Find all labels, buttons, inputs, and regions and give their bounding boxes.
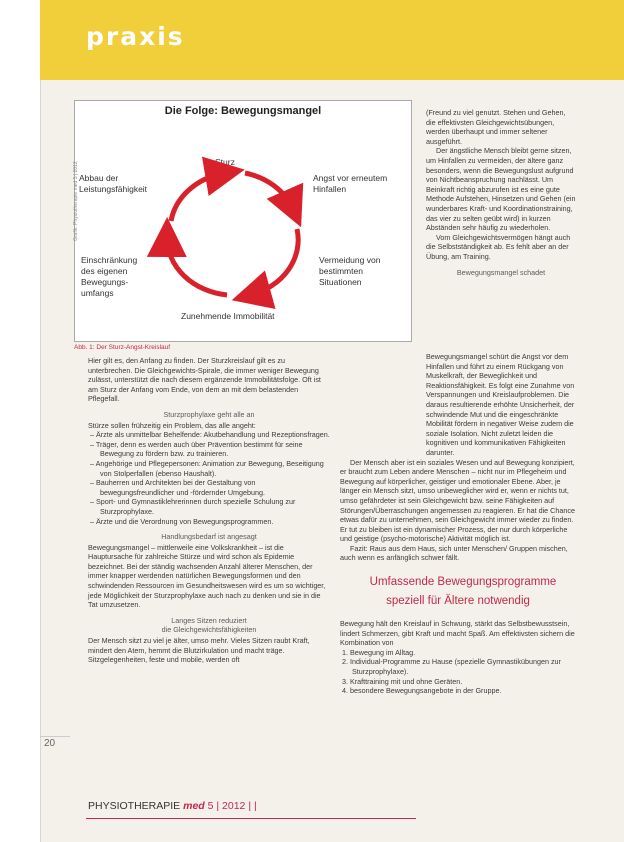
label-vermeidung: Vermeidung von bestimmten Situationen (319, 255, 381, 287)
subheading: Handlungsbedarf ist angesagt (161, 532, 257, 542)
label-einschraenkung: Einschränkung des eigenen Bewegungs- umfangs (81, 255, 138, 298)
paragraph: Hier gilt es, den Anfang zu finden. Der Sturzkreislauf gilt es zu unterbrechen. Die Gleichgewichts-Spirale, die immer weniger Bewegung zulässt, unterstützt die nach diesem ergänzende Immobilitätsfolge. Oft ist am Sturz der Anfang vom Ende, von dem an mit dem belastenden Pflegefall. (88, 356, 321, 404)
footer-rule (86, 818, 416, 819)
paragraph: Der Mensch aber ist ein soziales Wesen und auf Bewegung konzipiert, er braucht zum Leben andere Menschen – nicht nur im Pflegeheim und Bewegung auf körperlicher, geistiger und emotionaler Ebene. Aber, je länger ein Mensch sitzt, umso unbeweglicher wird er, wenn er nichts tut, umso gefährdeter ist sein Gleichgewicht bzw. seine Fähigkeiten auf Störungen/Überraschungen angemessen zu reagieren. Er hat die Chance etwas dafür zu unternehmen, sein Gleichgewicht immer wieder zu finden. Er tut zu bleiben ist ein dynamischer Prozess, der nur durch körperliche und geistige (psycho-motorische) Aktivität möglich ist. (340, 457, 575, 544)
section-heading: Umfassende Bewegungsprogramme speziell für Ältere notwendig (369, 576, 557, 608)
right-column-top (426, 108, 576, 278)
journal-med: med (183, 800, 205, 812)
paragraph: (Freund zu viel genutzt. Stehen und Gehen, die effektivsten Gleichgewichtsübungen, werden überhaupt und immer seltener ausgeführt. (426, 108, 566, 146)
issue-number: 5 | 2012 | | (207, 800, 257, 812)
diagram-title: Die Folge: Bewegungsmangel (164, 105, 322, 117)
list-item: 4. besondere Bewegungsangebote in der Gruppe. (342, 686, 502, 696)
arrow-top-right (245, 173, 293, 209)
diagram-credit: Grafik: Physiotherapie med 5 | 2012 (73, 161, 79, 241)
diagram-box (74, 100, 412, 342)
page-number: 20 (44, 738, 56, 749)
paragraph: Der ängstliche Mensch bleibt gerne sitzen, um Hinfallen zu vermeiden, der ältere ganz besonders, wenn die Bewegungslust aufgrund von Nichtbeanspruchung nachlässt. Um Beinkraft richtig abzurufen ist es eine gute Methode Aufstehen, Hinsetzen und Gehen (ein wunderbares Kraft- und Koordinationstraining, das vier zu selten geübt wird) in kurzen Abständen sehr häufig zu wiederholen. (426, 146, 576, 233)
label-abbau: Abbau der Leistungsfähigkeit (79, 173, 148, 194)
subheading: Bewegungsmangel schadet (456, 267, 546, 277)
paragraph: Stürze sollen frühzeitig ein Problem, das alle angeht: (88, 420, 256, 430)
list-item: 3. Krafttraining mit und ohne Geräten. (342, 676, 463, 686)
label-angst: Angst vor erneutem Hinfallen (313, 173, 388, 194)
list-item: 2. Individual-Programme zu Hause (spezielle Gymnastikübungen zur Sturzprophylaxe). (342, 657, 561, 677)
section-title: praxis (86, 22, 185, 51)
subheading: Sturzprophylaxe geht alle an (163, 409, 255, 419)
list-item: – Ärzte und die Verordnung von Bewegungsprogrammen. (90, 516, 274, 526)
arrow-bottom-right (251, 229, 298, 295)
arrow-top-left (171, 173, 225, 221)
list-item: 1. Bewegung im Alltag. (342, 647, 416, 657)
right-column-bottom (340, 352, 576, 696)
paragraph: Bewegungsmangel schürt die Angst vor dem Hinfallen und führt zu einem Rückgang von Muskelkraft, der Beweglichkeit und Reaktionsfähigkeit. Es folgt eine Zunahme von Verspannungen und Kreislaufproblemen. Die daraus resultierende erhöhte Unsicherheit, der schwindende Mut und die eingeschränkte Mobilität fördern in negativer Weise zudem die soziale Isolation. Nicht zuletzt leiden die kognitiven und kommunikativen Fähigkeiten darunter. (426, 352, 575, 457)
list-item: – Sport- und Gymnastiklehrerinnen durch spezielle Schulung zur Sturzprophylaxe. (90, 497, 296, 516)
figure-caption: Abb. 1: Der Sturz-Angst-Kreislauf (74, 344, 171, 351)
paragraph: Vom Gleichgewichtsvermögen hängt auch die Selbstständigkeit ab. Es fehlt aber an der Übung, am Training. (426, 232, 571, 261)
list-item: – Ärzte als unmittelbar Behelfende: Akutbehandlung und Rezeptionsfragen. (90, 430, 330, 440)
label-sturz: Sturz (215, 157, 235, 167)
cycle-arrows (75, 101, 411, 341)
left-column (88, 356, 330, 665)
journal-name: PHYSIOTHERAPIE (88, 800, 181, 812)
footer (88, 800, 257, 812)
list-item: – Angehörige und Pflegepersonen: Animation zur Bewegung, Beseitigung von Stolperfallen (ebenso Haushalt). (90, 458, 324, 478)
paragraph: Bewegung hält den Kreislauf in Schwung, stärkt das Selbstbewusstsein, lindert Schmerzen, gibt Kraft und macht Spaß. Am effektivsten sichern die Kombination von (340, 619, 575, 648)
subheading: Langes Sitzen reduziert die Gleichgewichtsfähigkeiten (161, 615, 257, 635)
label-immobilitaet: Zunehmende Immobilität (181, 311, 275, 321)
paragraph: Fazit: Raus aus dem Haus, sich unter Menschen/ Gruppen mischen, auch wenn es anfänglich schwer fällt. (340, 543, 568, 563)
paragraph: Der Mensch sitzt zu viel je älter, umso mehr. Vieles Sitzen raubt Kraft, mindert den Atem, hemmt die Blutzirkulation und macht träge. Sitzgelegenheiten, feste und mobile, werden oft (88, 636, 310, 665)
paragraph: Bewegungsmangel – mittlerweile eine Volkskrankheit – ist die Hauptursache für zahlreiche Stürze und wird schon als Epidemie bezeichnet. Bei der ständig wachsenden Anzahl älterer Menschen, der immer knapper werdenden natürlichen Bewegungsformen und den schwindenden Ressourcen im Gesundheitswesen wird es um so wichtiger, jede Möglichkeit der Sturzprophylaxe auch nach zu denken und sie in die Tat umzusetzen. (88, 542, 326, 610)
list-item: – Träger, denn es werden auch über Prävention bestimmt für seine Bewegung zu fördern bzw. zu trainieren. (90, 439, 303, 459)
arrow-bottom-left (167, 237, 227, 295)
page-margin-strip (0, 0, 41, 842)
page-number-rule (40, 736, 70, 737)
list-item: – Bauherren und Architekten bei der Gestaltung von bewegungsfreundlicher und -fördernder Umgebung. (90, 478, 266, 497)
